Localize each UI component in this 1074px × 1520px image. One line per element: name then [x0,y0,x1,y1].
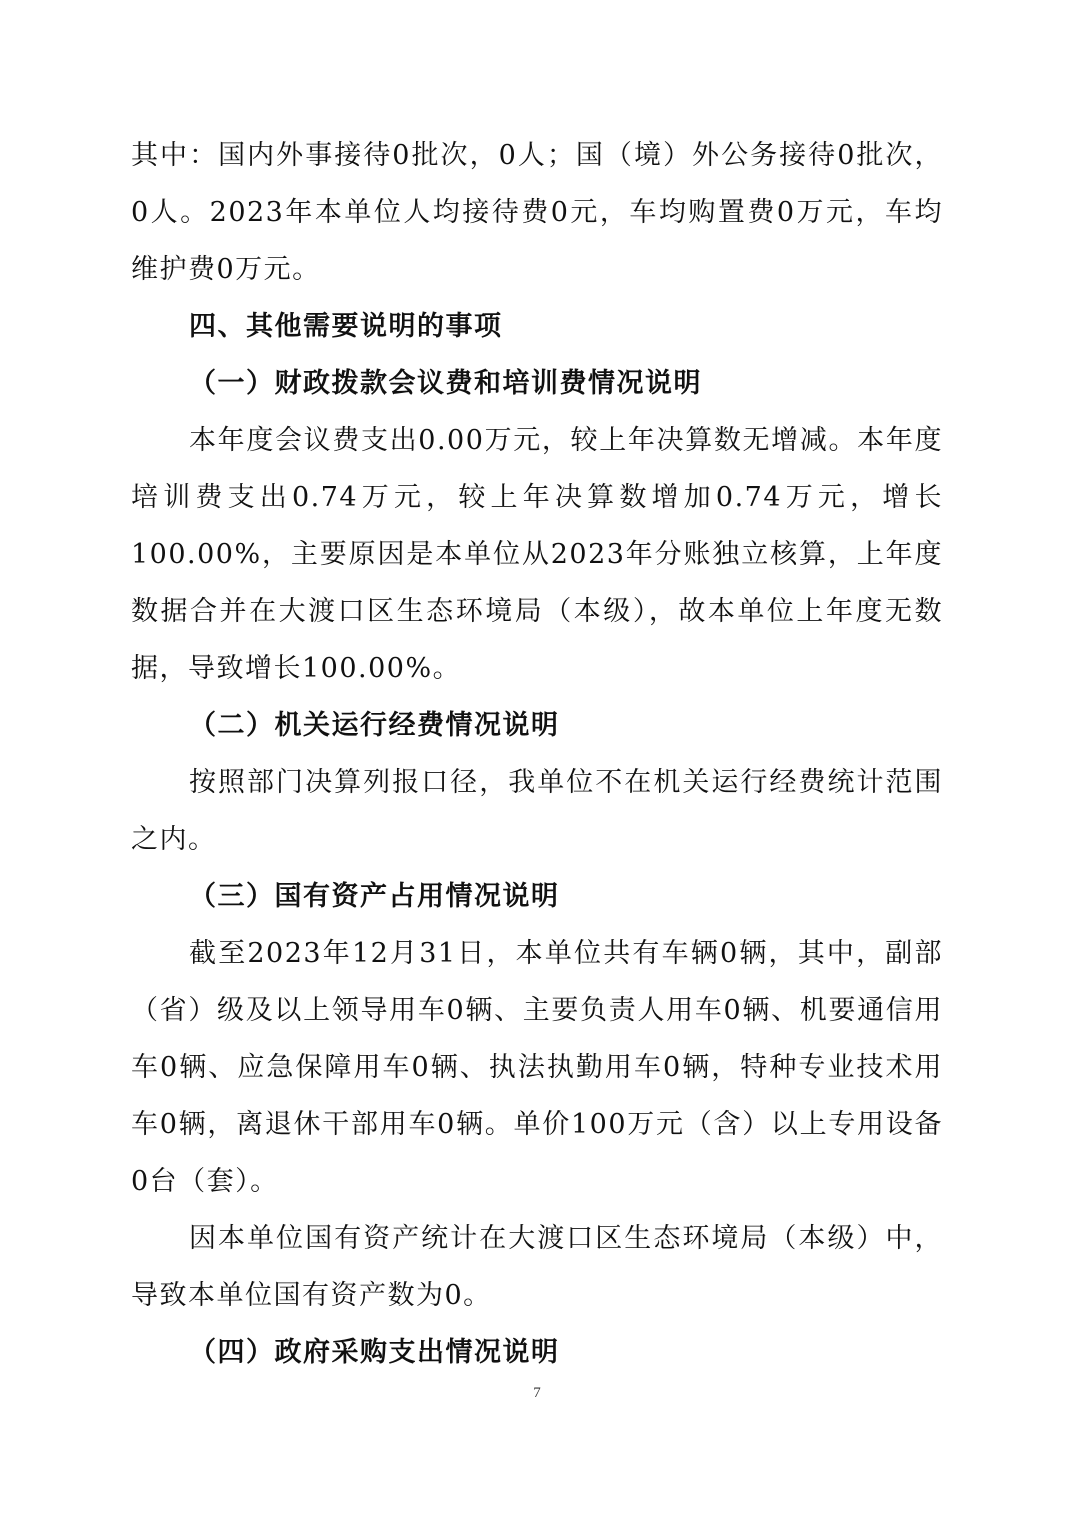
vehicles-paragraph: 截至2023年12月31日，本单位共有车辆0辆，其中，副部（省）级及以上领导用车0辆、主要负责人用车0辆、机要通信用车0辆、应急保障用车0辆、执法执勤用车0辆，特种专业技术用车0辆，离退休干部用车0辆。单价100万元（含）以上专用设备0台（套）。 [131,938,943,1197]
section-heading-other-matters: 四、其他需要说明的事项 [189,311,503,342]
operating-expenses-paragraph: 按照部门决算列报口径，我单位不在机关运行经费统计范围之内。 [131,767,943,855]
state-assets-paragraph: 因本单位国有资产统计在大渡口区生态环境局（本级）中，导致本单位国有资产数为0。 [131,1223,943,1311]
reception-summary-paragraph: 其中：国内外事接待0批次，0人；国（境）外公务接待0批次，0人。2023年本单位人均接待费0元，车均购置费0万元，车均维护费0万元。 [131,140,943,285]
document-body [131,127,943,1381]
subheading-operating-expenses: （二）机关运行经费情况说明 [189,710,560,741]
meeting-training-fees-paragraph: 本年度会议费支出0.00万元，较上年决算数无增减。本年度培训费支出0.74万元，较上年决算数增加0.74万元，增长100.00%，主要原因是本单位从2023年分账独立核算，上年度数据合并在大渡口区生态环境局（本级），故本单位上年度无数据，导致增长100.00%。 [131,425,943,684]
subheading-government-procurement: （四）政府采购支出情况说明 [189,1337,560,1368]
subheading-meeting-training-fees: （一）财政拨款会议费和培训费情况说明 [189,368,702,399]
page-number: 7 [533,1385,541,1401]
subheading-state-assets: （三）国有资产占用情况说明 [189,881,560,912]
